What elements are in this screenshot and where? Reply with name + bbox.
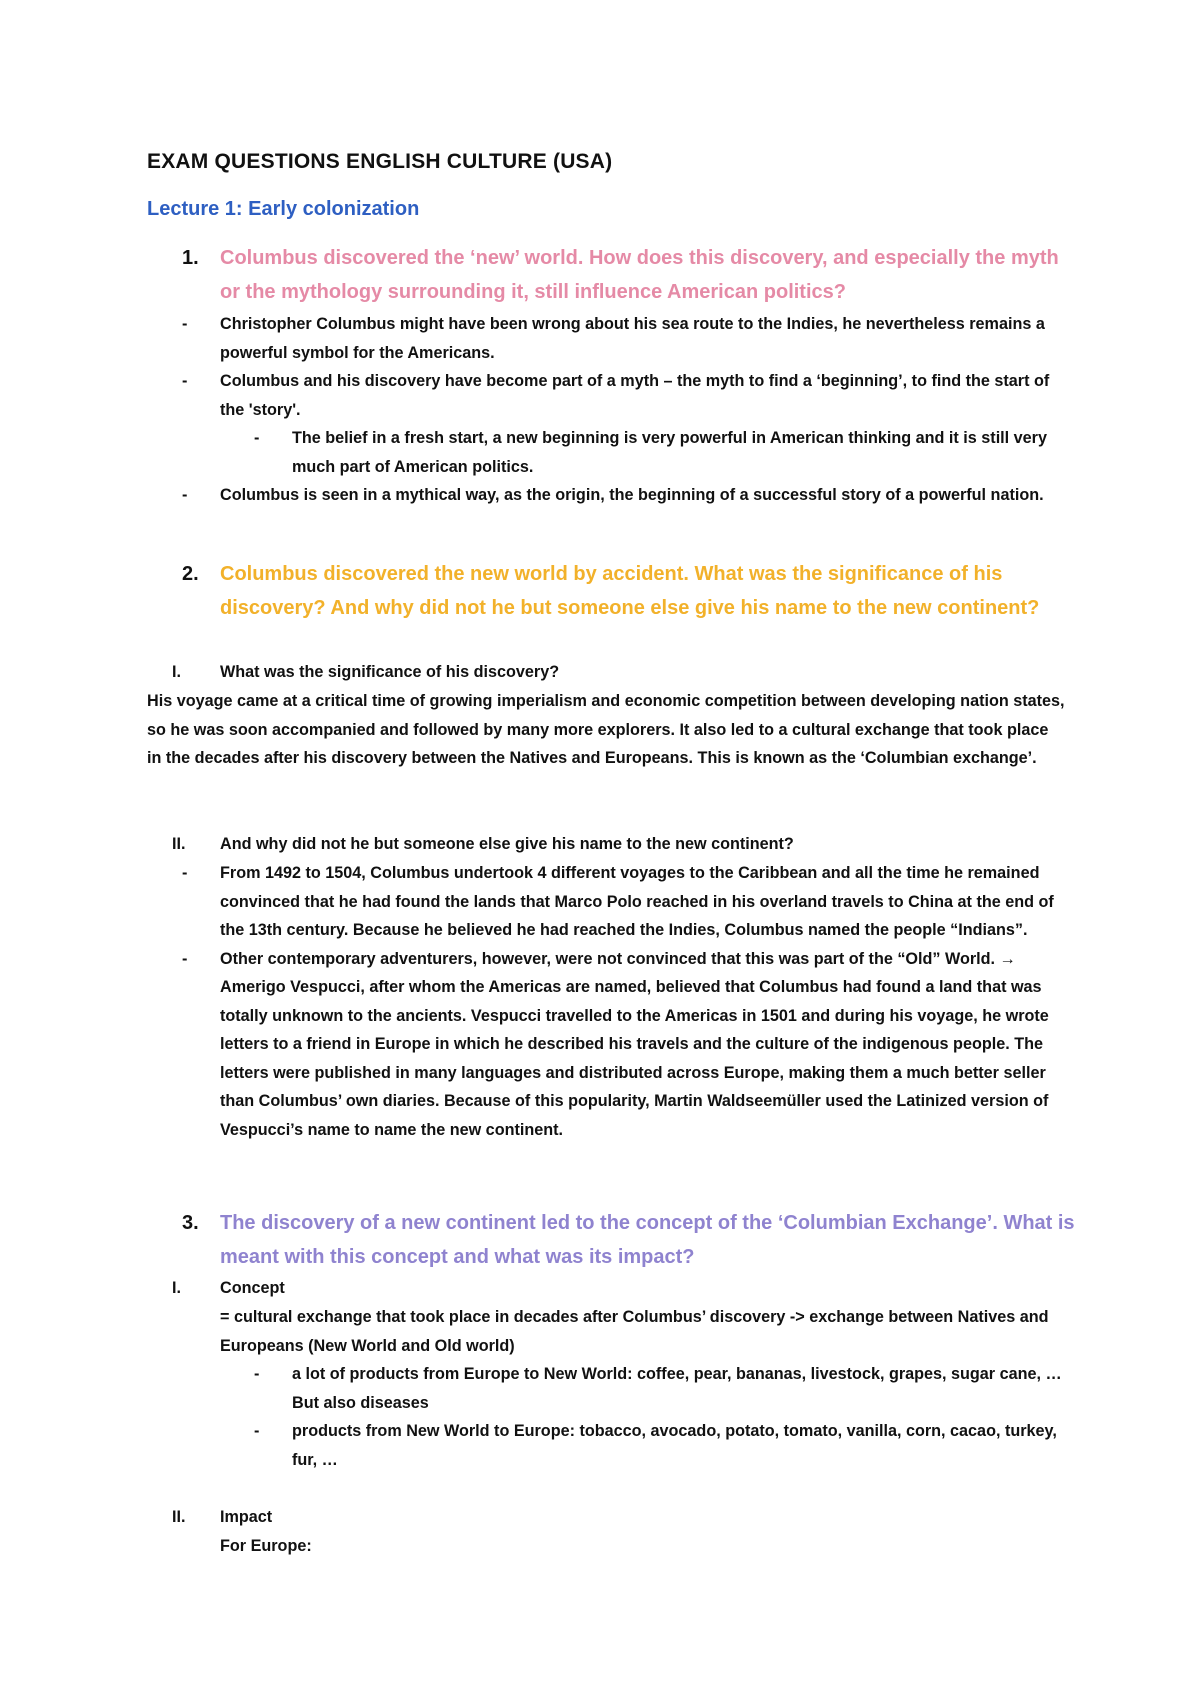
list-item: - Christopher Columbus might have been wrong about his sea route to the Indies, he nevertheless remains a powerful symbol for the Americans.	[182, 310, 1062, 367]
question-2	[182, 557, 1082, 625]
list-item: - a lot of products from Europe to New World: coffee, pear, bananas, livestock, grapes, sugar cane, … But also diseases	[220, 1360, 1070, 1417]
question-3	[182, 1206, 1082, 1274]
list-item: - Columbus and his discovery have become part of a myth – the myth to find a ‘beginning’, to find the start of the 'story'.	[182, 367, 1062, 424]
lecture-heading: Lecture 1: Early colonization	[147, 198, 420, 220]
roman-numeral: I.	[172, 1279, 181, 1297]
part-heading: And why did not he but someone else give his name to the new continent?	[220, 835, 794, 853]
list-item: - The belief in a fresh start, a new beginning is very powerful in American thinking and it is still very much part of American politics.	[182, 424, 1062, 481]
part-heading: What was the significance of his discovery?	[220, 663, 560, 681]
question-2-part-2-heading	[172, 830, 1072, 859]
question-1-number: 1.	[182, 247, 199, 269]
question-3-text: The discovery of a new continent led to the concept of the ‘Columbian Exchange’. What is meant with this concept and what was its impact?	[220, 1212, 1075, 1268]
part-heading: Impact	[220, 1508, 273, 1526]
concept-definition: = cultural exchange that took place in decades after Columbus’ discovery -> exchange between Natives and Europeans (New World and Old world)	[220, 1308, 1049, 1355]
roman-numeral: I.	[172, 663, 181, 681]
question-2-part-2-list	[182, 859, 1062, 1144]
list-item: - Other contemporary adventurers, however, were not convinced that this was part of the “Old” World. → Amerigo Vespucci, after whom the Americas are named, believed that Columbus had found a land that was totally unknown to the ancients. Vespucci travelled to the Americas in 1501 and during his voyage, he wrote letters to a friend in Europe in which he described his travels and the culture of the indigenous people. The letters were published in many languages and distributed across Europe, making them a much better seller than Columbus’ own diaries. Because of this popularity, Martin Waldseemüller used the Latinized version of Vespucci’s name to name the new continent.	[182, 945, 1062, 1145]
question-3-part-1-heading	[172, 1274, 1072, 1303]
question-2-part-1-heading	[172, 658, 1072, 687]
question-2-part-1-paragraph: His voyage came at a critical time of growing imperialism and economic competition between developing nation states, so he was soon accompanied and followed by many more explorers. It also led to a cultural exchange that took place in the decades after his discovery between the Natives and Europeans. This is known as the ‘Columbian exchange’.	[147, 692, 1065, 767]
list-item: - products from New World to Europe: tobacco, avocado, potato, tomato, vanilla, corn, cacao, turkey, fur, …	[220, 1417, 1070, 1474]
roman-numeral: II.	[172, 1508, 186, 1526]
question-3-part-1-list	[220, 1360, 1070, 1474]
roman-numeral: II.	[172, 835, 186, 853]
question-1	[182, 241, 1082, 309]
part-heading: Concept	[220, 1279, 285, 1297]
list-item: - Columbus is seen in a mythical way, as the origin, the beginning of a successful story of a powerful nation.	[182, 481, 1062, 510]
impact-subheading: For Europe:	[220, 1537, 312, 1555]
question-1-text: Columbus discovered the ‘new’ world. How does this discovery, and especially the myth or the mythology surrounding it, still influence American politics?	[220, 247, 1059, 303]
question-2-text: Columbus discovered the new world by accident. What was the significance of his discovery? And why did not he but someone else give his name to the new continent?	[220, 563, 1040, 619]
question-3-number: 3.	[182, 1212, 199, 1234]
list-item: - From 1492 to 1504, Columbus undertook 4 different voyages to the Caribbean and all the time he remained convinced that he had found the lands that Marco Polo reached in his overland travels to China at the end of the 13th century. Because he believed he had reached the Indies, Columbus named the people “Indians”.	[182, 859, 1062, 945]
question-3-part-2-heading	[172, 1503, 1072, 1532]
question-2-number: 2.	[182, 563, 199, 585]
document-title: EXAM QUESTIONS ENGLISH CULTURE (USA)	[147, 150, 613, 173]
question-1-answer-list	[182, 310, 1062, 510]
